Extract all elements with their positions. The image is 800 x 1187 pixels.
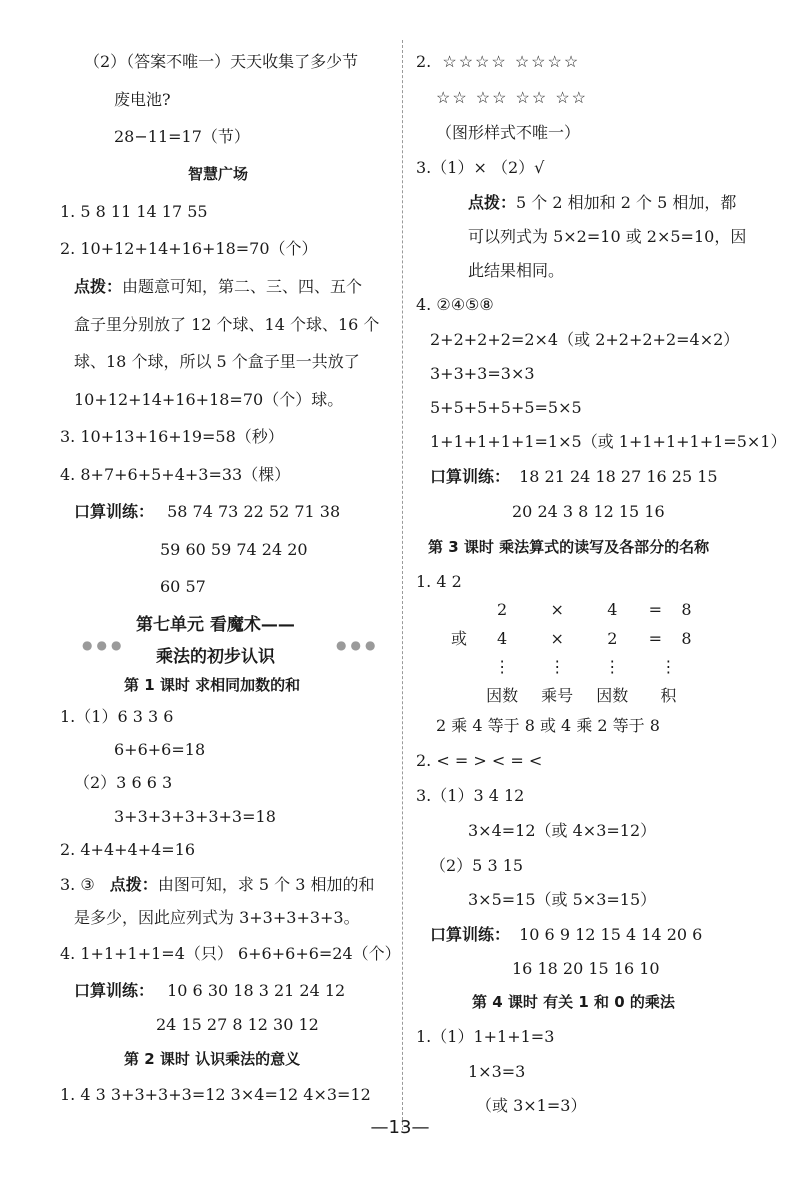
decorative-dots: ●●● [336,638,380,652]
answer-line: 2. 10+12+14+16+18=70（个） [60,239,318,258]
lesson-title: 第 1 课时 求相同加数的和 [124,676,301,694]
oral-values: 60 57 [160,577,206,596]
equation-row [446,598,699,622]
oral-practice-line [430,465,718,489]
factor: 2 [607,629,618,648]
hint-line: 球、18 个球，所以 5 个盒子里一共放了 [74,352,360,371]
vertical-dots: ⋮ [494,657,511,676]
oral-values: 18 21 24 18 27 16 25 15 [519,467,718,486]
factor: 4 [607,600,618,619]
answer-line: 1.（1）1+1+1=3 [416,1027,555,1046]
answer-line: 1. 4 3 3+3+3+3=12 3×4=12 4×3=12 [60,1085,371,1104]
answer-line: 1×3=3 [468,1062,526,1081]
hint-line: 此结果相同。 [468,261,565,280]
equals-sign: = [648,600,663,619]
page-number: —13— [370,1117,430,1138]
answer-line: （2）3 6 6 3 [74,773,173,792]
answer-line: 2 乘 4 等于 8 或 4 乘 2 等于 8 [436,716,660,735]
answer-line: 28−11=17（节） [114,127,250,146]
hint-line [468,191,736,215]
answer-line: 1. 4 2 [416,572,462,591]
oral-practice-line [430,923,702,947]
part-name: 积 [660,686,677,705]
answer-line: 1+1+1+1+1=1×5（或 1+1+1+1+1=5×1） [430,432,787,451]
oral-values: 10 6 9 12 15 4 14 20 6 [519,925,703,944]
answer-note: （图形样式不唯一） [436,123,581,142]
hint-label: 点拨： [109,875,158,894]
factor: 4 [497,629,508,648]
hint-text: 由图可知，求 5 个 3 相加的和 [157,875,375,894]
answer-line: （2）5 3 15 [430,856,524,875]
oral-values: 10 6 30 18 3 21 24 12 [167,981,346,1000]
answer-line: 4. 1+1+1+1=4（只） 6+6+6+6=24（个） [60,944,401,963]
unit-subtitle: 乘法的初步认识 [156,647,275,667]
answer-line: 4. 8+7+6+5+4+3=33（棵） [60,465,291,484]
answer-line: 3×5=15（或 5×3=15） [468,890,657,909]
vertical-dots: ⋮ [549,657,566,676]
answer-line: 2. < = > < = < [416,751,543,770]
oral-values: 24 15 27 8 12 30 12 [156,1015,319,1034]
oral-values: 16 18 20 15 16 10 [512,959,660,978]
oral-label: 口算训练： [74,981,155,1000]
oral-label: 口算训练： [74,502,155,521]
answer-line: （2）（答案不唯一）天天收集了多少节 [84,52,359,71]
answer-line: （或 3×1=3） [476,1096,587,1115]
answer-number: 3. ③ [60,875,95,894]
answer-line: 6+6+6=18 [114,740,206,759]
unit-title: 第七单元 看魔术—— [136,615,295,635]
answer-line: 3.（1）3 4 12 [416,786,525,805]
hint-line: 盒子里分别放了 12 个球、14 个球、16 个 [74,315,380,334]
hint-line: 是多少，因此应列式为 3+3+3+3+3。 [74,908,360,927]
oral-practice-line [74,979,345,1003]
lesson-title: 第 3 课时 乘法算式的读写及各部分的名称 [428,538,710,556]
oral-practice-line [74,500,340,524]
answer-line: 3+3+3+3+3+3=18 [114,807,276,826]
answer-line [416,50,580,74]
oral-values: 58 74 73 22 52 71 38 [167,502,341,521]
hint-line [74,275,362,299]
part-name: 因数 [486,686,519,705]
answer-line: 3+3+3=3×3 [430,364,535,383]
lesson-title: 第 2 课时 认识乘法的意义 [124,1050,301,1068]
oral-values: 59 60 59 74 24 20 [160,540,308,559]
star-pattern: ☆☆ ☆☆ ☆☆ ☆☆ [436,88,589,107]
star-pattern: ☆☆☆☆ ☆☆☆☆ [442,52,581,71]
answer-line: 2+2+2+2=2×4（或 2+2+2+2=4×2） [430,330,740,349]
part-name: 乘号 [541,686,574,705]
vertical-dots: ⋮ [604,657,621,676]
or-label: 或 [450,629,467,648]
product: 8 [681,629,692,648]
answer-line: 1.（1）6 3 3 6 [60,707,174,726]
answer-line: 废电池? [114,90,171,109]
lesson-title: 第 4 课时 有关 1 和 0 的乘法 [472,993,675,1011]
hint-text: 由题意可知，第二、三、四、五个 [122,277,363,296]
section-title-zhihui: 智慧广场 [188,165,249,183]
oral-label: 口算训练： [430,467,511,486]
oral-label: 口算训练： [430,925,511,944]
times-sign: × [550,600,564,619]
part-names-row [446,684,694,708]
answer-line: 3.（1）× （2）√ [416,158,545,177]
part-name: 因数 [596,686,629,705]
answer-line: 3. 10+13+16+19=58（秒） [60,427,284,446]
answer-line: 5+5+5+5+5=5×5 [430,398,582,417]
decorative-dots: ●●● [82,638,126,652]
answer-line: 1. 5 8 11 14 17 55 [60,202,208,221]
answer-line: 3×4=12（或 4×3=12） [468,821,657,840]
hint-text: 5 个 2 相加和 2 个 5 相加，都 [516,193,737,212]
hint-label: 点拨： [74,277,123,296]
oral-values: 20 24 3 8 12 15 16 [512,502,665,521]
equation-row [446,627,699,651]
equals-sign: = [648,629,663,648]
hint-line: 10+12+14+16+18=70（个）球。 [74,390,344,409]
vertical-dots: ⋮ [660,657,677,676]
times-sign: × [550,629,564,648]
product: 8 [681,600,692,619]
hint-label: 点拨： [468,193,517,212]
answer-line [60,873,375,897]
answer-number: 2. [416,52,432,71]
column-divider [402,40,403,1130]
vertical-dots-row [446,655,694,679]
answer-line: 2. 4+4+4+4=16 [60,840,196,859]
hint-line: 可以列式为 5×2=10 或 2×5=10，因 [468,227,747,246]
answer-line: 4. ②④⑤⑧ [416,295,494,314]
factor: 2 [497,600,508,619]
